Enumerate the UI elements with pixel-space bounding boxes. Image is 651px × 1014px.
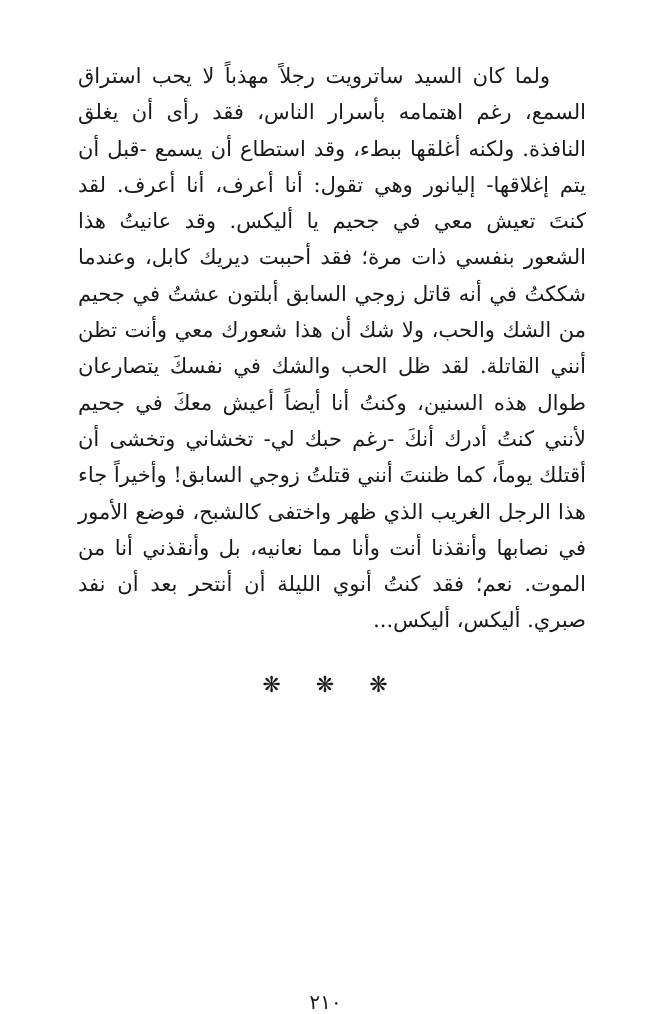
page-body [78, 58, 586, 698]
section-separator: ❋ ❋ ❋ [262, 672, 402, 698]
page-number: ٢١٠ [309, 990, 342, 1014]
body-paragraph: ولما كان السيد ساترويت رجلاً مهذباً لا يحب استراق السمع، رغم اهتمامه بأسرار الناس، فقد رأى أن يغلق النافذة. ولكنه أغلقها ببطء، وقد استطاع أن يسمع -قبل أن يتم إغلاقها- إليانور وهي تقول: أنا أعرف، أنا أعرف. لقد كنتَ تعيش معي في جحيم يا أليكس. وقد عانيتُ هذا الشعور بنفسي ذات مرة؛ فقد أحببت ديريك كابل، وعندما شككتُ في أنه قاتل زوجي السابق أبلتون عشتُ في جحيم من الشك والحب، ولا شك أن هذا شعورك معي وأنت تظن أنني القاتلة. لقد ظل الحب والشك في نفسكَ يتصارعان طوال هذه السنين، وكنتُ أنا أيضاً أعيش معكَ في جحيم لأنني كنتُ أدرك أنكَ -رغم حبك لي- تخشاني وتخشى أن أقتلك يوماً، كما ظننتَ أنني قتلتُ زوجي السابق! وأخيراً جاء هذا الرجل الغريب الذي ظهر واختفى كالشبح، فوضع الأمور في نصابها وأنقذنا أنت وأنا مما نعانيه، بل وأنقذني أنا من الموت. نعم؛ فقد كنتُ أنوي الليلة أن أنتحر بعد أن نفد صبري. أليكس، أليكس... [78, 64, 586, 633]
